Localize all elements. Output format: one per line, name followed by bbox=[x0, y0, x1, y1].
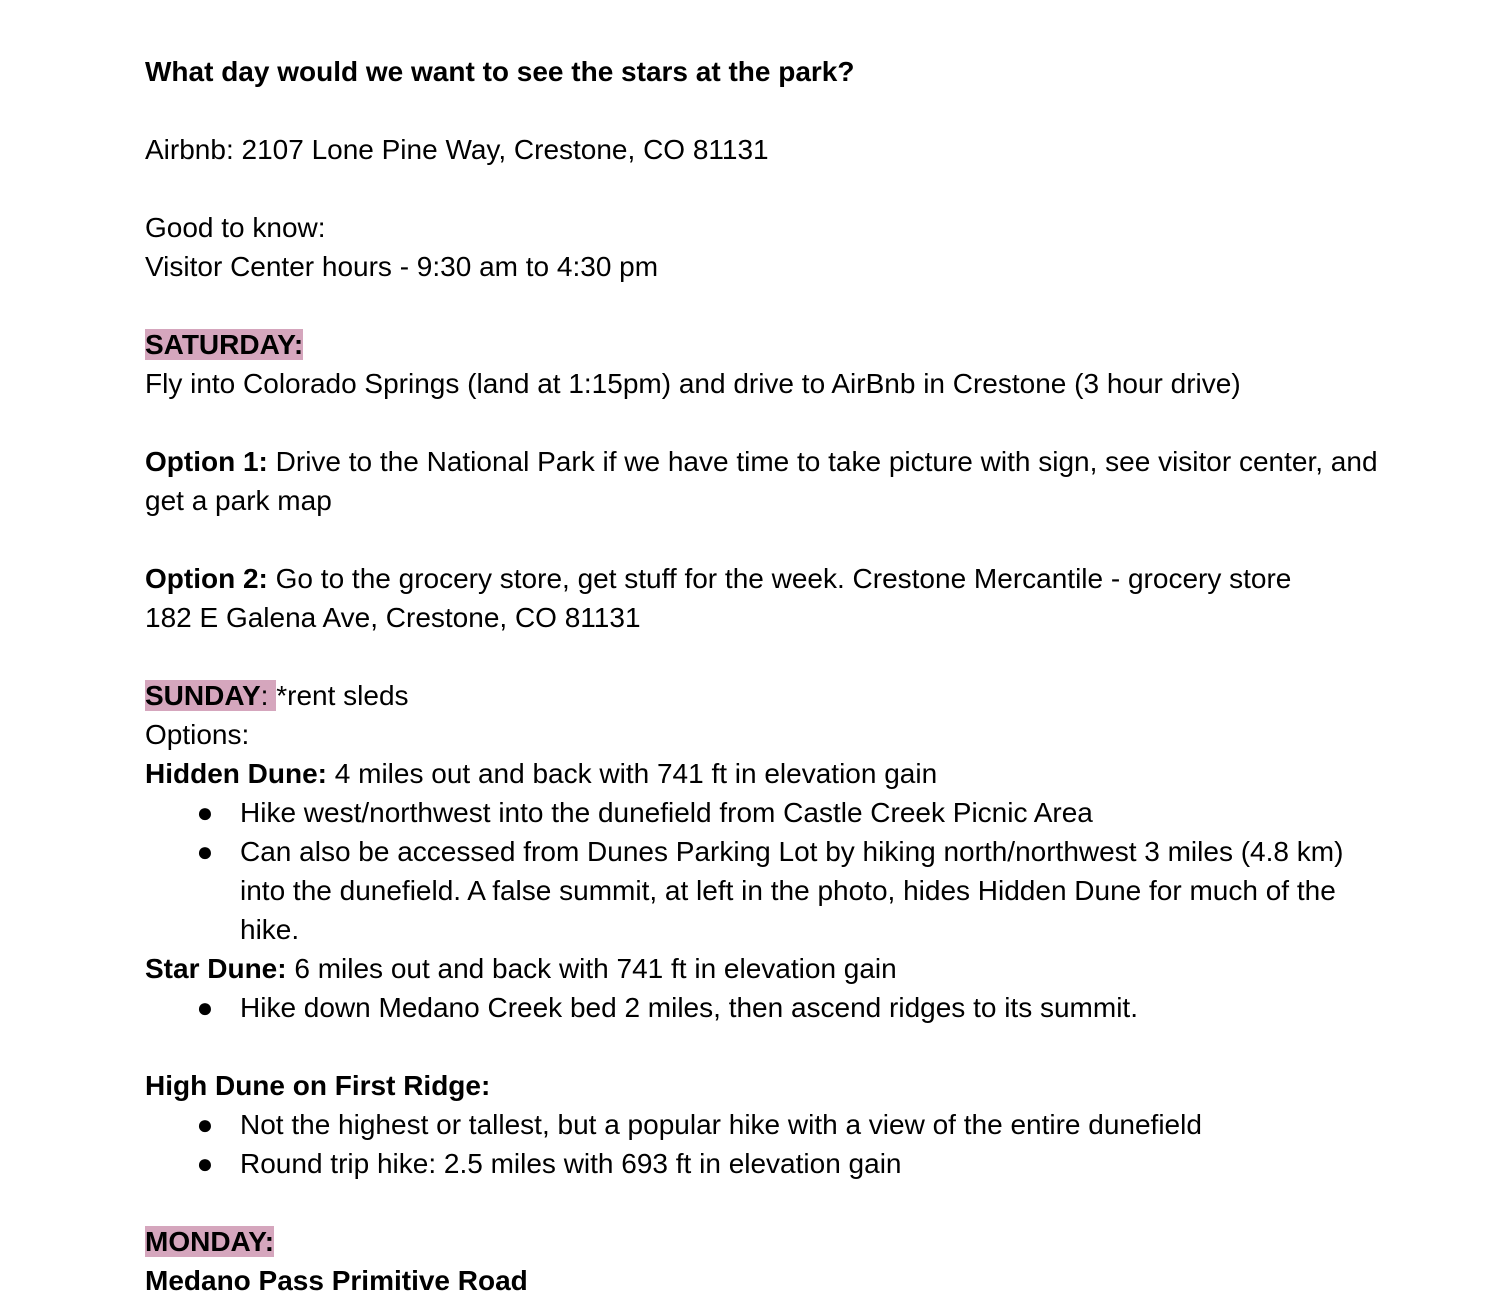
bullet-icon: ● bbox=[196, 1148, 214, 1179]
option-1-text: Drive to the National Park if we have time to take picture with sign, see visitor center, and get a park map bbox=[145, 446, 1378, 516]
star-dune-label: Star Dune: bbox=[145, 953, 287, 984]
sunday-note: *rent sleds bbox=[276, 680, 409, 711]
bullet-icon: ● bbox=[196, 836, 214, 867]
hidden-dune-text: 4 miles out and back with 741 ft in elevation gain bbox=[327, 758, 938, 789]
star-dune-text: 6 miles out and back with 741 ft in elevation gain bbox=[286, 953, 897, 984]
document-body bbox=[145, 52, 1390, 1291]
list-item: ● Hike west/northwest into the dunefield from Castle Creek Picnic Area bbox=[145, 793, 1390, 832]
airbnb-address: Airbnb: 2107 Lone Pine Way, Crestone, CO 81131 bbox=[145, 134, 769, 165]
bullet-icon: ● bbox=[196, 797, 214, 828]
list-item: ● Round trip hike: 2.5 miles with 693 ft in elevation gain bbox=[145, 1144, 1390, 1183]
high-dune-item bbox=[145, 1066, 1390, 1105]
list-item: ● Not the highest or tallest, but a popular hike with a view of the entire dunefield bbox=[145, 1105, 1390, 1144]
list-item: ● Hike down Medano Creek bed 2 miles, then ascend ridges to its summit. bbox=[145, 988, 1390, 1027]
saturday-option-2 bbox=[145, 559, 1390, 598]
bullet-icon: ● bbox=[196, 992, 214, 1023]
high-dune-label: High Dune on First Ridge: bbox=[145, 1070, 491, 1101]
bullet-icon: ● bbox=[196, 1109, 214, 1140]
hidden-dune-label: Hidden Dune: bbox=[145, 758, 327, 789]
saturday-heading: SATURDAY: bbox=[145, 329, 304, 360]
list-item: ● Can also be accessed from Dunes Parking Lot by hiking north/northwest 3 miles (4.8 km) into the dunefield. A false summit, at left in the photo, hides Hidden Dune for much of the hike. bbox=[145, 832, 1390, 949]
saturday-flight: Fly into Colorado Springs (land at 1:15pm) and drive to AirBnb in Crestone (3 hour drive) bbox=[145, 368, 1241, 399]
saturday-section bbox=[145, 325, 1390, 364]
star-dune-item bbox=[145, 949, 1390, 988]
good-to-know-label: Good to know: bbox=[145, 212, 326, 243]
sunday-section bbox=[145, 676, 1390, 715]
sunday-heading: SUNDAY: bbox=[145, 680, 277, 711]
option-2-text: Go to the grocery store, get stuff for the week. Crestone Mercantile - grocery store bbox=[267, 563, 1292, 594]
medano-pass-road: Medano Pass Primitive Road bbox=[145, 1265, 528, 1291]
monday-heading: MONDAY: bbox=[145, 1226, 275, 1257]
saturday-option-1 bbox=[145, 442, 1390, 520]
sunday-options-label: Options: bbox=[145, 719, 250, 750]
hidden-dune-item bbox=[145, 754, 1390, 793]
visitor-center-hours: Visitor Center hours - 9:30 am to 4:30 pm bbox=[145, 251, 659, 282]
monday-section bbox=[145, 1222, 1390, 1261]
stars-question: What day would we want to see the stars at the park? bbox=[145, 56, 855, 87]
option-1-label: Option 1: bbox=[145, 446, 268, 477]
grocery-address: 182 E Galena Ave, Crestone, CO 81131 bbox=[145, 602, 641, 633]
option-2-label: Option 2: bbox=[145, 563, 268, 594]
